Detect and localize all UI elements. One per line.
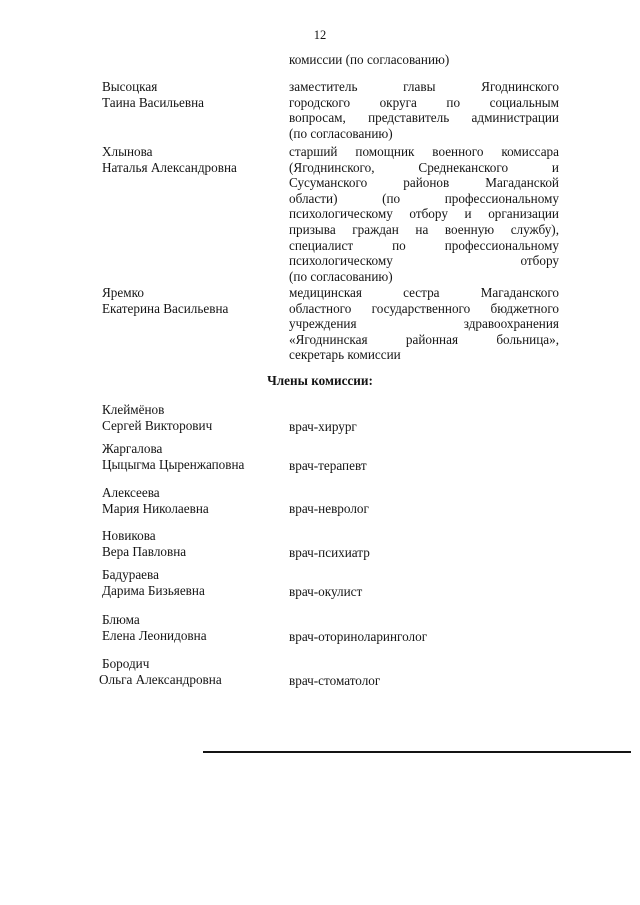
description-line: секретарь комиссии bbox=[289, 347, 401, 363]
leader-given-name: Екатерина Васильевна bbox=[102, 300, 229, 316]
description-line: заместитель главы Ягоднинского bbox=[289, 79, 559, 94]
leader-description-khlynova bbox=[289, 144, 559, 284]
leader-name-vysotskaya bbox=[102, 79, 282, 110]
leader-given-name: Наталья Александровна bbox=[102, 159, 237, 175]
member-role-zhargalova: врач-терапевт bbox=[289, 458, 367, 473]
description-line: специалист по профессиональному bbox=[289, 237, 559, 253]
member-given-name: Елена Леонидовна bbox=[102, 627, 207, 643]
member-name-kleimenov bbox=[102, 402, 282, 433]
description-line: психологическому отбору и организации bbox=[289, 206, 559, 222]
description-line: (по согласованию) bbox=[289, 125, 393, 141]
member-surname: Бородич bbox=[102, 656, 150, 671]
member-surname: Новикова bbox=[102, 528, 156, 543]
member-surname: Жаргалова bbox=[102, 441, 163, 456]
leader-surname: Яремко bbox=[102, 285, 144, 300]
member-surname: Алексеева bbox=[102, 485, 160, 500]
leader-name-yaremko bbox=[102, 285, 282, 316]
member-role-novikova: врач-психиатр bbox=[289, 545, 370, 560]
member-role-kleimenov: врач-хирург bbox=[289, 419, 357, 434]
member-name-alekseeva bbox=[102, 485, 282, 516]
leader-description-yaremko bbox=[289, 285, 559, 363]
member-given-name: Вера Павловна bbox=[102, 543, 187, 559]
member-given-name: Ольга Александровна bbox=[99, 671, 222, 687]
member-given-name: Цыцыгма Цыренжаповна bbox=[102, 456, 245, 472]
members-heading: Члены комиссии: bbox=[267, 373, 373, 388]
description-line: городского округа по социальным bbox=[289, 94, 559, 110]
page-number: 12 bbox=[313, 28, 327, 42]
member-given-name: Мария Николаевна bbox=[102, 500, 209, 516]
description-line: вопросам, представитель администрации bbox=[289, 110, 559, 126]
description-line: областного государственного бюджетного bbox=[289, 300, 559, 316]
member-name-novikova bbox=[102, 528, 282, 559]
description-line: Сусуманского районов Магаданской bbox=[289, 175, 559, 191]
member-role-badurayeva: врач-окулист bbox=[289, 584, 363, 599]
member-name-badurayeva bbox=[102, 567, 282, 598]
description-line: психологическому отбору bbox=[289, 253, 559, 269]
continuation-text bbox=[289, 52, 559, 68]
description-line: «Ягоднинская районная больница», bbox=[289, 331, 559, 347]
member-name-blyuma bbox=[102, 612, 282, 643]
member-role-borodich: врач-стоматолог bbox=[289, 673, 381, 688]
leader-surname: Высоцкая bbox=[102, 79, 158, 94]
member-given-name: Дарима Бизьяевна bbox=[102, 582, 205, 598]
footer-rule bbox=[203, 751, 631, 753]
member-name-zhargalova bbox=[102, 441, 282, 472]
leader-name-khlynova bbox=[102, 144, 282, 175]
member-surname: Клеймёнов bbox=[102, 402, 165, 417]
member-role-blyuma: врач-оториноларинголог bbox=[289, 629, 428, 644]
leader-description-vysotskaya bbox=[289, 79, 559, 141]
leader-given-name: Таина Васильевна bbox=[102, 94, 204, 110]
leader-surname: Хлынова bbox=[102, 144, 153, 159]
description-line: области) (по профессиональному bbox=[289, 190, 559, 206]
description-line: учреждения здравоохранения bbox=[289, 316, 559, 332]
description-line: (по согласованию) bbox=[289, 268, 393, 284]
description-line: медицинская сестра Магаданского bbox=[289, 285, 559, 300]
member-surname: Бадураева bbox=[102, 567, 159, 582]
member-given-name: Сергей Викторович bbox=[102, 417, 213, 433]
description-line: призыва граждан на военную службу), bbox=[289, 221, 559, 237]
description-line: старший помощник военного комиссара bbox=[289, 144, 559, 159]
description-line: (Ягоднинского, Среднеканского и bbox=[289, 159, 559, 175]
member-surname: Блюма bbox=[102, 612, 140, 627]
continuation-line: комиссии (по согласованию) bbox=[289, 52, 450, 67]
member-role-alekseeva: врач-невролог bbox=[289, 501, 369, 516]
member-name-borodich bbox=[99, 656, 279, 687]
